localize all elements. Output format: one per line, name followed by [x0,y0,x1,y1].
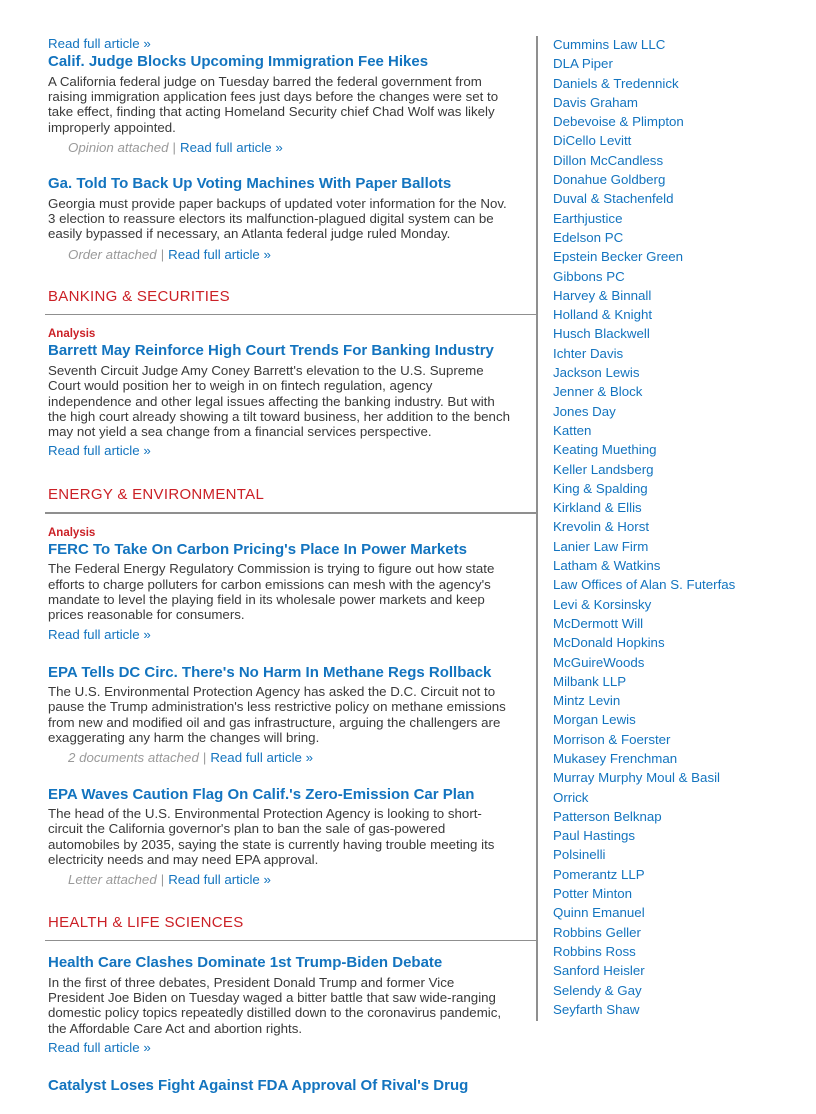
firm-link[interactable]: Law Offices of Alan S. Futerfas [553,577,736,593]
firm-link[interactable]: Husch Blackwell [553,326,650,342]
firm-link[interactable]: Morgan Lewis [553,712,636,728]
firm-link[interactable]: Milbank LLP [553,673,627,689]
separator: | [202,750,207,766]
firm-link[interactable]: Krevolin & Horst [553,519,650,535]
article [48,664,512,766]
article-headline[interactable]: Ga. Told To Back Up Voting Machines With Paper Ballots [48,175,452,193]
firms-sidebar [553,35,808,1019]
read-full-article-link[interactable]: Read full article » [48,626,151,642]
section-title: ENERGY & ENVIRONMENTAL [48,486,265,504]
firm-link[interactable]: Duval & Stachenfeld [553,191,674,207]
article [48,786,512,888]
attachment-row [48,140,512,155]
attachment-row [48,750,512,765]
firm-link[interactable]: Jones Day [553,403,616,419]
article-headline[interactable]: EPA Tells DC Circ. There's No Harm In Methane Regs Rollback [48,663,492,681]
firm-link[interactable]: Polsinelli [553,847,606,863]
firm-link[interactable]: Dillon McCandless [553,152,664,168]
separator: | [172,139,177,155]
firm-link[interactable]: Potter Minton [553,886,633,902]
firm-link[interactable]: Holland & Knight [553,307,653,323]
article-headline[interactable]: EPA Waves Caution Flag On Calif.'s Zero-Emission Car Plan [48,785,475,803]
attachment-row [48,872,512,887]
firm-link[interactable]: Levi & Korsinsky [553,596,652,612]
separator: | [160,246,165,262]
article-summary: In the first of three debates, President Donald Trump and former Vice President Joe Biden on Tuesday waged a bitter battle that saw wide-ranging domestic policy topics repeatedly distilled down to the coronavirus pandemic, the Affordable Care Act and abortion rights. [48,974,502,1036]
article-headline[interactable]: Calif. Judge Blocks Upcoming Immigration Fee Hikes [48,53,429,71]
firm-link[interactable]: DiCello Levitt [553,133,632,149]
read-full-article-link[interactable]: Read full article » [210,750,314,766]
separator: | [160,872,165,888]
firm-link[interactable]: Mukasey Frenchman [553,750,678,766]
firm-link[interactable]: Debevoise & Plimpton [553,114,684,130]
firm-link[interactable]: Robbins Ross [553,943,636,959]
firm-link[interactable]: Keller Landsberg [553,461,654,477]
firm-link[interactable]: King & Spalding [553,480,648,496]
analysis-kicker: Analysis [48,328,96,341]
read-full-article-link[interactable]: Read full article » [48,443,151,459]
read-full-article-link[interactable]: Read full article » [168,246,271,262]
firm-link[interactable]: Ichter Davis [553,345,624,361]
firm-link[interactable]: Pomerantz LLP [553,866,645,882]
firm-link[interactable]: Kirkland & Ellis [553,500,642,516]
attachment-note: Opinion attached [68,139,169,155]
firm-link[interactable]: Lanier Law Firm [553,538,649,554]
firm-link[interactable]: McGuireWoods [553,654,645,670]
section-divider [45,512,536,514]
article-headline[interactable]: FERC To Take On Carbon Pricing's Place In Power Markets [48,540,467,558]
article-headline[interactable]: Barrett May Reinforce High Court Trends For Banking Industry [48,342,494,360]
firm-link[interactable]: Selendy & Gay [553,982,642,998]
firm-link[interactable]: Murray Murphy Moul & Basil [553,770,720,786]
firm-link[interactable]: Latham & Watkins [553,558,661,574]
read-full-article-link[interactable]: Read full article » [180,139,283,155]
main-column [48,36,512,1114]
article-summary: Seventh Circuit Judge Amy Coney Barrett's elevation to the U.S. Supreme Court would position her to weigh in on fintech regulation, agency independence and other legal issues affecting the banking industry. But with the high court already showing a tilt toward business, her addition to the bench may not yield a sea change from a financial services perspective. [48,362,510,440]
firm-link[interactable]: Davis Graham [553,94,638,110]
section-header [48,914,512,942]
firm-link[interactable]: Gibbons PC [553,268,625,284]
article-headline[interactable]: Health Care Clashes Dominate 1st Trump-Biden Debate [48,954,443,972]
firm-link[interactable]: Katten [553,422,592,438]
firm-link[interactable]: Keating Muething [553,442,657,458]
attachment-note: Order attached [68,246,157,262]
firm-link[interactable]: Paul Hastings [553,828,636,844]
article [48,1077,512,1095]
firm-link[interactable]: Morrison & Foerster [553,731,671,747]
article [48,328,512,460]
article-summary: A California federal judge on Tuesday barred the federal government from raising immigration application fees just days before the changes were set to take effect, finding that acting Homeland Security chief Chad Wolf was likely improperly appointed. [48,73,499,135]
firm-link[interactable]: Sanford Heisler [553,963,645,979]
article-summary: The U.S. Environmental Protection Agency has asked the D.C. Circuit not to pause the Trump administration's less restrictive policy on methane emissions from new and modified oil and gas infrastructure, arguing the challengers are exaggerating any harm the changes will bring. [48,684,506,746]
firm-link[interactable]: Daniels & Tredennick [553,75,679,91]
firm-link[interactable]: Cummins Law LLC [553,37,666,52]
firm-link[interactable]: McDermott Will [553,615,644,631]
firm-link[interactable]: McDonald Hopkins [553,635,665,651]
section-divider [45,940,536,942]
section-title: BANKING & SECURITIES [48,287,230,305]
section-title: HEALTH & LIFE SCIENCES [48,913,244,931]
firm-link[interactable]: Mintz Levin [553,693,621,709]
firm-link[interactable]: Epstein Becker Green [553,249,684,265]
article [48,954,512,1057]
article-summary: Georgia must provide paper backups of updated voter information for the Nov. 3 election to reassure electors its malfunction-plagued digital system can be easily bypassed if necessary, an Atlanta federal judge ruled Monday. [48,195,507,242]
section-header [48,288,512,316]
article [48,53,512,155]
firm-link[interactable]: DLA Piper [553,56,613,72]
article [48,175,512,262]
firm-link[interactable]: Jenner & Block [553,384,643,400]
firm-link[interactable]: Donahue Goldberg [553,172,666,188]
firm-link[interactable]: Jackson Lewis [553,365,640,381]
attachment-note: Letter attached [68,872,157,888]
read-full-article-link[interactable]: Read full article » [168,872,271,888]
firm-link[interactable]: Patterson Belknap [553,808,662,824]
firm-link[interactable]: Earthjustice [553,210,623,226]
read-full-article-link[interactable]: Read full article » [48,1039,151,1055]
section-divider [45,314,536,316]
firm-link[interactable]: Harvey & Binnall [553,287,652,303]
section-header [48,486,512,514]
firm-link[interactable]: Edelson PC [553,229,624,245]
attachment-note: 2 documents attached [68,750,199,766]
firm-link[interactable]: Seyfarth Shaw [553,1001,640,1017]
attachment-row [48,247,512,262]
article [48,527,512,644]
firm-link[interactable]: Quinn Emanuel [553,905,645,921]
read-full-article-link[interactable]: Read full article » [48,36,151,51]
article-summary: The head of the U.S. Environmental Protection Agency is looking to short-circuit the California governor's plan to ban the sale of gas-powered automobiles by 2035, saying the state is currently having trouble meeting its electricity needs and may need EPA approval. [48,806,495,868]
article-headline[interactable]: Catalyst Loses Fight Against FDA Approval Of Rival's Drug [48,1076,469,1094]
article-summary: The Federal Energy Regulatory Commission is trying to figure out how state efforts to charge polluters for carbon emissions can mesh with the agency's mandate to level the playing field in its wholesale power markets and keep prices reasonable for consumers. [48,561,495,623]
analysis-kicker: Analysis [48,526,96,539]
column-divider [536,36,538,1021]
firm-link[interactable]: Orrick [553,789,589,805]
firm-link[interactable]: Robbins Geller [553,924,641,940]
